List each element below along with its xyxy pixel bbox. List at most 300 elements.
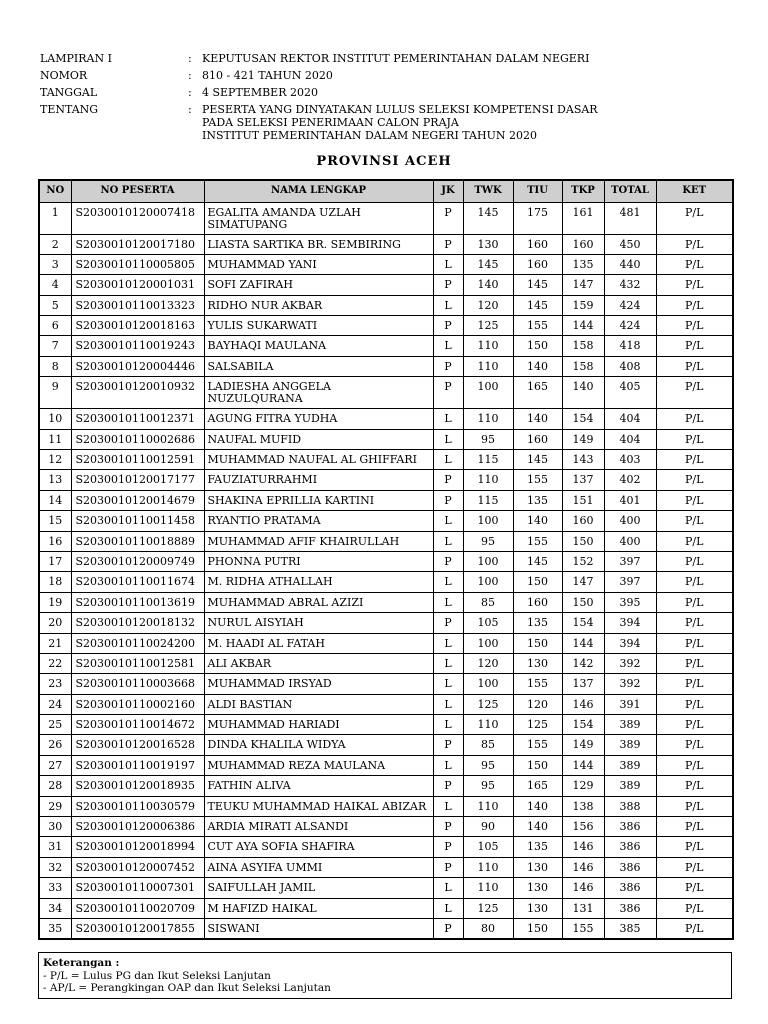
cell-nama: BAYHAQI MAULANA	[204, 336, 433, 356]
header-row-nomor	[40, 69, 598, 82]
cell-tkp: 147	[562, 275, 604, 295]
cell-tkp: 159	[562, 295, 604, 315]
cell-no-peserta: S2030010110002160	[71, 694, 204, 714]
cell-tiu: 135	[513, 613, 562, 633]
cell-tiu: 155	[513, 470, 562, 490]
cell-tiu: 150	[513, 572, 562, 592]
cell-total: 395	[604, 592, 656, 612]
cell-jk: P	[433, 377, 463, 409]
cell-no-peserta: S2030010110018889	[71, 531, 204, 551]
cell-jk: L	[433, 450, 463, 470]
cell-no: 26	[39, 735, 71, 755]
cell-no: 2	[39, 234, 71, 254]
cell-tiu: 140	[513, 796, 562, 816]
document-header	[40, 52, 598, 146]
cell-tiu: 150	[513, 755, 562, 775]
cell-twk: 130	[463, 234, 513, 254]
table-row	[39, 715, 733, 735]
cell-tiu: 125	[513, 715, 562, 735]
cell-tiu: 160	[513, 234, 562, 254]
cell-no: 11	[39, 429, 71, 449]
cell-tkp: 154	[562, 613, 604, 633]
cell-total: 388	[604, 796, 656, 816]
cell-twk: 100	[463, 511, 513, 531]
cell-no-peserta: S2030010110024200	[71, 633, 204, 653]
cell-jk: L	[433, 694, 463, 714]
cell-jk: L	[433, 429, 463, 449]
cell-twk: 95	[463, 429, 513, 449]
cell-tkp: 158	[562, 356, 604, 376]
cell-jk: L	[433, 674, 463, 694]
cell-twk: 100	[463, 572, 513, 592]
cell-ket: P/L	[656, 776, 733, 796]
cell-nama: PHONNA PUTRI	[204, 551, 433, 571]
cell-jk: P	[433, 776, 463, 796]
cell-jk: P	[433, 202, 463, 234]
cell-no: 14	[39, 490, 71, 510]
cell-jk: P	[433, 837, 463, 857]
cell-tkp: 142	[562, 653, 604, 673]
cell-ket: P/L	[656, 715, 733, 735]
cell-no-peserta: S2030010120014679	[71, 490, 204, 510]
cell-ket: P/L	[656, 572, 733, 592]
table-row	[39, 551, 733, 571]
cell-twk: 95	[463, 776, 513, 796]
cell-no-peserta: S2030010110005805	[71, 254, 204, 274]
header-value-line: INSTITUT PEMERINTAHAN DALAM NEGERI TAHUN 2020	[202, 129, 537, 142]
notes-box	[38, 952, 732, 999]
cell-total: 418	[604, 336, 656, 356]
cell-nama: SHAKINA EPRILLIA KARTINI	[204, 490, 433, 510]
cell-nama: M. RIDHA ATHALLAH	[204, 572, 433, 592]
cell-nama: ALDI BASTIAN	[204, 694, 433, 714]
cell-no-peserta: S2030010120001031	[71, 275, 204, 295]
cell-nama: M. HAADI AL FATAH	[204, 633, 433, 653]
cell-no-peserta: S2030010110007301	[71, 878, 204, 898]
cell-tiu: 165	[513, 776, 562, 796]
cell-nama: MUHAMMAD HARIADI	[204, 715, 433, 735]
cell-no: 18	[39, 572, 71, 592]
cell-nama: FATHIN ALIVA	[204, 776, 433, 796]
cell-jk: L	[433, 295, 463, 315]
cell-total: 397	[604, 551, 656, 571]
cell-no-peserta: S2030010120007452	[71, 857, 204, 877]
cell-total: 397	[604, 572, 656, 592]
cell-jk: L	[433, 715, 463, 735]
header-value: 810 - 421 TAHUN 2020	[202, 69, 333, 82]
cell-no-peserta: S2030010120010932	[71, 377, 204, 409]
table-row	[39, 674, 733, 694]
cell-ket: P/L	[656, 429, 733, 449]
cell-no: 3	[39, 254, 71, 274]
cell-no-peserta: S2030010120006386	[71, 817, 204, 837]
cell-no: 33	[39, 878, 71, 898]
header-value: 4 SEPTEMBER 2020	[202, 86, 318, 99]
cell-no-peserta: S2030010120016528	[71, 735, 204, 755]
cell-jk: L	[433, 409, 463, 429]
cell-total: 389	[604, 755, 656, 775]
cell-ket: P/L	[656, 234, 733, 254]
cell-jk: P	[433, 735, 463, 755]
cell-ket: P/L	[656, 377, 733, 409]
cell-no: 23	[39, 674, 71, 694]
cell-tkp: 149	[562, 735, 604, 755]
cell-tkp: 143	[562, 450, 604, 470]
cell-ket: P/L	[656, 837, 733, 857]
cell-no: 4	[39, 275, 71, 295]
table-row	[39, 511, 733, 531]
table-row	[39, 429, 733, 449]
cell-nama: ALI AKBAR	[204, 653, 433, 673]
results-table	[38, 179, 734, 940]
cell-twk: 95	[463, 531, 513, 551]
page-title: PROVINSI ACEH	[316, 154, 452, 169]
table-row	[39, 377, 733, 409]
table-row	[39, 735, 733, 755]
table-row	[39, 776, 733, 796]
header-separator: :	[188, 69, 192, 82]
cell-tiu: 160	[513, 254, 562, 274]
cell-twk: 80	[463, 919, 513, 940]
cell-jk: P	[433, 857, 463, 877]
cell-tkp: 138	[562, 796, 604, 816]
table-row	[39, 878, 733, 898]
cell-no: 12	[39, 450, 71, 470]
cell-nama: SALSABILA	[204, 356, 433, 376]
header-label: NOMOR	[40, 69, 88, 82]
cell-no-peserta: S2030010110030579	[71, 796, 204, 816]
cell-twk: 115	[463, 450, 513, 470]
cell-no-peserta: S2030010110012371	[71, 409, 204, 429]
cell-ket: P/L	[656, 254, 733, 274]
cell-tkp: 146	[562, 837, 604, 857]
cell-tiu: 165	[513, 377, 562, 409]
cell-tiu: 130	[513, 898, 562, 918]
cell-no-peserta: S2030010110012591	[71, 450, 204, 470]
cell-tkp: 137	[562, 470, 604, 490]
cell-tkp: 144	[562, 755, 604, 775]
table-row	[39, 633, 733, 653]
cell-jk: P	[433, 356, 463, 376]
cell-no-peserta: S2030010110011458	[71, 511, 204, 531]
cell-total: 404	[604, 429, 656, 449]
cell-tkp: 144	[562, 316, 604, 336]
table-row	[39, 409, 733, 429]
header-label: LAMPIRAN I	[40, 52, 112, 65]
cell-tkp: 144	[562, 633, 604, 653]
cell-nama: EGALITA AMANDA UZLAH SIMATUPANG	[204, 202, 433, 234]
cell-tkp: 147	[562, 572, 604, 592]
cell-no: 6	[39, 316, 71, 336]
cell-tkp: 151	[562, 490, 604, 510]
cell-total: 405	[604, 377, 656, 409]
cell-no: 24	[39, 694, 71, 714]
cell-tiu: 140	[513, 356, 562, 376]
cell-nama: NAUFAL MUFID	[204, 429, 433, 449]
cell-total: 392	[604, 674, 656, 694]
cell-tiu: 130	[513, 653, 562, 673]
cell-tkp: 146	[562, 878, 604, 898]
cell-no-peserta: S2030010110013323	[71, 295, 204, 315]
cell-twk: 110	[463, 878, 513, 898]
cell-ket: P/L	[656, 633, 733, 653]
cell-ket: P/L	[656, 755, 733, 775]
cell-total: 386	[604, 837, 656, 857]
header-row-tentang	[40, 103, 598, 142]
cell-no-peserta: S2030010110014672	[71, 715, 204, 735]
cell-no: 7	[39, 336, 71, 356]
cell-no: 30	[39, 817, 71, 837]
cell-jk: P	[433, 551, 463, 571]
cell-twk: 110	[463, 409, 513, 429]
cell-twk: 120	[463, 653, 513, 673]
cell-tkp: 129	[562, 776, 604, 796]
cell-total: 432	[604, 275, 656, 295]
cell-no-peserta: S2030010110012581	[71, 653, 204, 673]
cell-no-peserta: S2030010120018994	[71, 837, 204, 857]
cell-jk: L	[433, 531, 463, 551]
cell-tkp: 137	[562, 674, 604, 694]
cell-jk: L	[433, 898, 463, 918]
cell-no-peserta: S2030010110002686	[71, 429, 204, 449]
cell-ket: P/L	[656, 202, 733, 234]
cell-twk: 110	[463, 715, 513, 735]
table-row	[39, 234, 733, 254]
cell-nama: LADIESHA ANGGELA NUZULQURANA	[204, 377, 433, 409]
cell-total: 389	[604, 776, 656, 796]
cell-twk: 105	[463, 837, 513, 857]
cell-twk: 110	[463, 796, 513, 816]
table-row	[39, 356, 733, 376]
cell-tiu: 150	[513, 919, 562, 940]
cell-ket: P/L	[656, 295, 733, 315]
cell-total: 450	[604, 234, 656, 254]
table-row	[39, 572, 733, 592]
notes-heading: Keterangan :	[43, 957, 120, 969]
cell-tiu: 155	[513, 316, 562, 336]
cell-twk: 90	[463, 817, 513, 837]
cell-ket: P/L	[656, 592, 733, 612]
cell-jk: P	[433, 470, 463, 490]
cell-no-peserta: S2030010120018132	[71, 613, 204, 633]
cell-no-peserta: S2030010110013619	[71, 592, 204, 612]
cell-twk: 105	[463, 613, 513, 633]
cell-twk: 85	[463, 735, 513, 755]
cell-nama: RYANTIO PRATAMA	[204, 511, 433, 531]
cell-total: 403	[604, 450, 656, 470]
cell-total: 391	[604, 694, 656, 714]
cell-nama: SOFI ZAFIRAH	[204, 275, 433, 295]
cell-twk: 95	[463, 755, 513, 775]
table-row	[39, 470, 733, 490]
cell-nama: AINA ASYIFA UMMI	[204, 857, 433, 877]
cell-total: 424	[604, 316, 656, 336]
cell-tkp: 160	[562, 234, 604, 254]
cell-no: 20	[39, 613, 71, 633]
cell-total: 402	[604, 470, 656, 490]
table-row	[39, 755, 733, 775]
cell-nama: LIASTA SARTIKA BR. SEMBIRING	[204, 234, 433, 254]
header-separator: :	[188, 103, 192, 116]
cell-jk: L	[433, 572, 463, 592]
cell-twk: 110	[463, 470, 513, 490]
cell-tiu: 155	[513, 674, 562, 694]
cell-jk: L	[433, 592, 463, 612]
cell-jk: L	[433, 653, 463, 673]
cell-twk: 100	[463, 377, 513, 409]
cell-nama: MUHAMMAD REZA MAULANA	[204, 755, 433, 775]
table-row	[39, 653, 733, 673]
cell-ket: P/L	[656, 409, 733, 429]
cell-no: 32	[39, 857, 71, 877]
cell-total: 389	[604, 715, 656, 735]
cell-jk: L	[433, 511, 463, 531]
cell-jk: L	[433, 878, 463, 898]
cell-jk: L	[433, 796, 463, 816]
cell-jk: P	[433, 316, 463, 336]
table-row	[39, 817, 733, 837]
cell-tkp: 154	[562, 409, 604, 429]
cell-ket: P/L	[656, 490, 733, 510]
cell-total: 386	[604, 857, 656, 877]
cell-twk: 145	[463, 254, 513, 274]
cell-nama: DINDA KHALILA WIDYA	[204, 735, 433, 755]
notes-item: - AP/L = Perangkingan OAP dan Ikut Seleksi Lanjutan	[43, 982, 331, 994]
cell-tiu: 175	[513, 202, 562, 234]
cell-jk: P	[433, 817, 463, 837]
cell-tkp: 135	[562, 254, 604, 274]
cell-tkp: 160	[562, 511, 604, 531]
cell-nama: ARDIA MIRATI ALSANDI	[204, 817, 433, 837]
cell-tiu: 150	[513, 336, 562, 356]
cell-tiu: 140	[513, 817, 562, 837]
cell-no: 17	[39, 551, 71, 571]
cell-total: 392	[604, 653, 656, 673]
header-value	[202, 103, 598, 142]
cell-no-peserta: S2030010120018935	[71, 776, 204, 796]
table-row	[39, 694, 733, 714]
cell-tkp: 140	[562, 377, 604, 409]
header-value-line: PADA SELEKSI PENERIMAAN CALON PRAJA	[202, 116, 459, 129]
cell-total: 394	[604, 613, 656, 633]
cell-tkp: 146	[562, 857, 604, 877]
cell-twk: 110	[463, 857, 513, 877]
cell-tkp: 158	[562, 336, 604, 356]
cell-nama: AGUNG FITRA YUDHA	[204, 409, 433, 429]
cell-tiu: 160	[513, 429, 562, 449]
header-label: TENTANG	[40, 103, 99, 116]
cell-twk: 115	[463, 490, 513, 510]
table-row	[39, 796, 733, 816]
cell-tiu: 160	[513, 592, 562, 612]
cell-no: 27	[39, 755, 71, 775]
cell-jk: L	[433, 633, 463, 653]
cell-tkp: 131	[562, 898, 604, 918]
table-row	[39, 898, 733, 918]
cell-ket: P/L	[656, 817, 733, 837]
cell-no-peserta: S2030010120018163	[71, 316, 204, 336]
cell-twk: 100	[463, 633, 513, 653]
cell-nama: FAUZIATURRAHMI	[204, 470, 433, 490]
cell-tiu: 145	[513, 295, 562, 315]
cell-nama: MUHAMMAD IRSYAD	[204, 674, 433, 694]
cell-twk: 100	[463, 674, 513, 694]
table-body	[39, 202, 733, 939]
cell-twk: 110	[463, 336, 513, 356]
col-header-jk: JK	[433, 180, 463, 202]
cell-jk: P	[433, 234, 463, 254]
table-row	[39, 857, 733, 877]
cell-no: 13	[39, 470, 71, 490]
col-header-no-peserta: NO PESERTA	[71, 180, 204, 202]
cell-twk: 120	[463, 295, 513, 315]
cell-tkp: 154	[562, 715, 604, 735]
cell-no: 15	[39, 511, 71, 531]
cell-ket: P/L	[656, 735, 733, 755]
cell-tiu: 140	[513, 409, 562, 429]
cell-nama: MUHAMMAD AFIF KHAIRULLAH	[204, 531, 433, 551]
cell-nama: CUT AYA SOFIA SHAFIRA	[204, 837, 433, 857]
cell-no: 16	[39, 531, 71, 551]
cell-no: 35	[39, 919, 71, 940]
table-row	[39, 336, 733, 356]
cell-total: 385	[604, 919, 656, 940]
cell-tkp: 156	[562, 817, 604, 837]
cell-tkp: 152	[562, 551, 604, 571]
col-header-tkp: TKP	[562, 180, 604, 202]
header-row-lampiran	[40, 52, 598, 65]
cell-ket: P/L	[656, 898, 733, 918]
cell-tiu: 140	[513, 511, 562, 531]
cell-tiu: 135	[513, 837, 562, 857]
cell-no: 25	[39, 715, 71, 735]
table-row	[39, 490, 733, 510]
cell-ket: P/L	[656, 653, 733, 673]
cell-ket: P/L	[656, 511, 733, 531]
cell-no-peserta: S2030010120004446	[71, 356, 204, 376]
cell-total: 389	[604, 735, 656, 755]
cell-ket: P/L	[656, 857, 733, 877]
cell-nama: NURUL AISYIAH	[204, 613, 433, 633]
table-row	[39, 613, 733, 633]
header-label: TANGGAL	[40, 86, 98, 99]
cell-nama: RIDHO NUR AKBAR	[204, 295, 433, 315]
cell-no-peserta: S2030010110019243	[71, 336, 204, 356]
cell-ket: P/L	[656, 356, 733, 376]
cell-no: 28	[39, 776, 71, 796]
cell-ket: P/L	[656, 470, 733, 490]
cell-total: 400	[604, 531, 656, 551]
cell-no-peserta: S2030010110011674	[71, 572, 204, 592]
cell-jk: P	[433, 919, 463, 940]
cell-tkp: 150	[562, 592, 604, 612]
cell-twk: 125	[463, 694, 513, 714]
cell-no: 34	[39, 898, 71, 918]
cell-ket: P/L	[656, 336, 733, 356]
col-header-nama: NAMA LENGKAP	[204, 180, 433, 202]
cell-tkp: 155	[562, 919, 604, 940]
cell-tiu: 120	[513, 694, 562, 714]
cell-total: 386	[604, 878, 656, 898]
cell-nama: MUHAMMAD ABRAL AZIZI	[204, 592, 433, 612]
cell-tiu: 130	[513, 857, 562, 877]
header-separator: :	[188, 86, 192, 99]
cell-total: 386	[604, 898, 656, 918]
cell-total: 408	[604, 356, 656, 376]
cell-ket: P/L	[656, 275, 733, 295]
cell-twk: 125	[463, 316, 513, 336]
cell-no: 1	[39, 202, 71, 234]
